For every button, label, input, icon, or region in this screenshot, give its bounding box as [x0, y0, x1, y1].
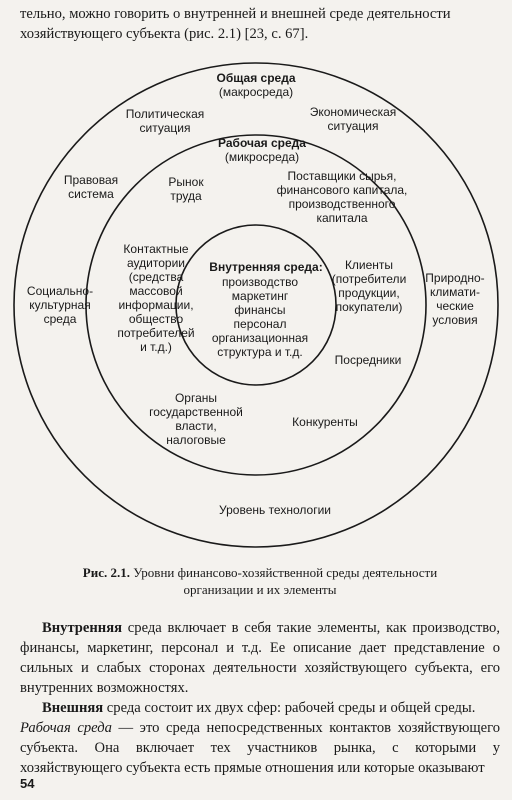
middle-item-5-line: Посредники: [334, 353, 402, 367]
middle-item-6-line: Органы: [174, 391, 218, 405]
middle-item-1-line: Рынок: [168, 175, 204, 189]
outer-item-4-line: культурная: [29, 298, 91, 312]
caption-label: Рис. 2.1.: [82, 565, 130, 580]
middle-item-4-line: покупатели): [335, 300, 403, 314]
outer-subtitle: (макросреда): [218, 85, 294, 99]
term-internal: Внутренняя: [42, 620, 122, 636]
middle-item-6: [149, 391, 243, 447]
outer-item-1: [126, 107, 205, 135]
middle-item-1: [168, 175, 204, 203]
outer-item-5-line: условия: [432, 313, 478, 327]
middle-item-4-line: (потребители: [331, 272, 407, 286]
middle-item-2-line: производственного: [288, 197, 396, 211]
middle-item-6-line: власти,: [175, 419, 217, 433]
middle-item-3-line: (средства: [128, 270, 184, 284]
middle-item-3-line: массовой: [129, 284, 183, 298]
paragraph-external-environment: [20, 698, 500, 718]
top-text-line-2: хозяйствующего субъекта (рис. 2.1) [23, с. 67].: [20, 26, 309, 42]
page-number: 54: [20, 776, 35, 791]
outer-item-5-line: Природно-: [425, 271, 485, 285]
figure-caption: [40, 564, 480, 598]
paragraph-2-text: среда состоит их двух сфер: рабочей среды и общей среды.: [103, 700, 476, 716]
paragraph-3-text: — это среда непосредственных контактов хозяйствующего субъекта. Она включает тех участников рынка, с которыми у хозяйствующего субъекта есть прямые отношения или которые оказывают: [20, 720, 500, 776]
middle-item-3-line: аудитории: [127, 256, 185, 270]
middle-item-5: [335, 353, 402, 367]
middle-item-2: [277, 169, 408, 225]
middle-item-2-line: финансового капитала,: [276, 183, 408, 197]
paragraph-1-text: среда включает в себя такие элементы, как производство, финансы, маркетинг, персонал и т.д. Ее описание дает представление о сильных и слабых сторонах деятельности хозяйствующего субъекта, его внутренних возможностях.: [20, 620, 500, 696]
paragraph-internal-environment: [20, 618, 500, 698]
paragraph-working-environment: [20, 718, 500, 778]
middle-item-3-line: потребителей: [117, 326, 195, 340]
outer-item-3-line: Правовая: [63, 173, 119, 187]
middle-item-6-line: налоговые: [166, 433, 226, 447]
outer-item-2: [310, 105, 397, 133]
middle-title: Рабочая среда: [218, 136, 306, 150]
middle-item-3-line: Контактные: [123, 242, 189, 256]
middle-item-3-line: и т.д.): [140, 340, 172, 354]
outer-item-3-line: система: [68, 187, 114, 201]
middle-item-4-line: продукции,: [338, 286, 400, 300]
diagram-labels: [27, 71, 485, 517]
outer-item-5-line: ческие: [436, 299, 474, 313]
outer-title: Общая среда: [216, 71, 296, 85]
middle-item-3: [117, 242, 194, 354]
inner-item-line: финансы: [234, 303, 286, 317]
term-external: Внешняя: [42, 700, 104, 716]
middle-item-3-line: общество: [128, 312, 184, 326]
middle-item-1-line: труда: [170, 189, 202, 203]
outer-item-6: [219, 503, 331, 517]
outer-item-4-line: среда: [43, 312, 77, 326]
top-text: [20, 4, 500, 44]
inner-item-line: организационная: [211, 331, 309, 345]
inner-item-line: структура и т.д.: [217, 345, 303, 359]
body-text: [20, 618, 500, 778]
outer-item-6-line: Уровень технологии: [219, 503, 331, 517]
outer-item-4-line: Социально-: [26, 284, 94, 298]
caption-line-1: Уровни финансово-хозяйственной среды деятельности: [133, 565, 438, 580]
environment-levels-diagram: [0, 60, 512, 560]
term-working: Рабочая среда: [20, 720, 112, 736]
middle-subtitle: (микросреда): [224, 150, 300, 164]
inner-title: Внутренняя среда:: [209, 260, 323, 274]
outer-item-5: [425, 271, 484, 327]
middle-item-2-line: капитала: [316, 211, 368, 225]
middle-item-2-line: Поставщики сырья,: [287, 169, 397, 183]
inner-item-line: производство: [221, 275, 299, 289]
middle-item-7: [292, 415, 358, 429]
middle-item-4: [332, 258, 407, 314]
outer-item-2-line: Экономическая: [309, 105, 397, 119]
caption-line-2: организации и их элементы: [183, 582, 337, 597]
middle-item-7-line: Конкуренты: [292, 415, 358, 429]
inner-item-line: персонал: [233, 317, 287, 331]
outer-item-1-line: Политическая: [125, 107, 205, 121]
outer-item-2-line: ситуация: [327, 119, 379, 133]
middle-item-6-line: государственной: [149, 405, 243, 419]
outer-item-5-line: климати-: [430, 285, 480, 299]
outer-item-3: [64, 173, 118, 201]
middle-item-4-line: Клиенты: [344, 258, 394, 272]
inner-item: [212, 275, 308, 359]
outer-item-4: [27, 284, 93, 326]
top-text-line-1: тельно, можно говорить о внутренней и внешней среде деятельности: [20, 6, 451, 22]
outer-item-1-line: ситуация: [139, 121, 191, 135]
middle-item-3-line: информации,: [118, 298, 194, 312]
inner-item-line: маркетинг: [231, 289, 289, 303]
